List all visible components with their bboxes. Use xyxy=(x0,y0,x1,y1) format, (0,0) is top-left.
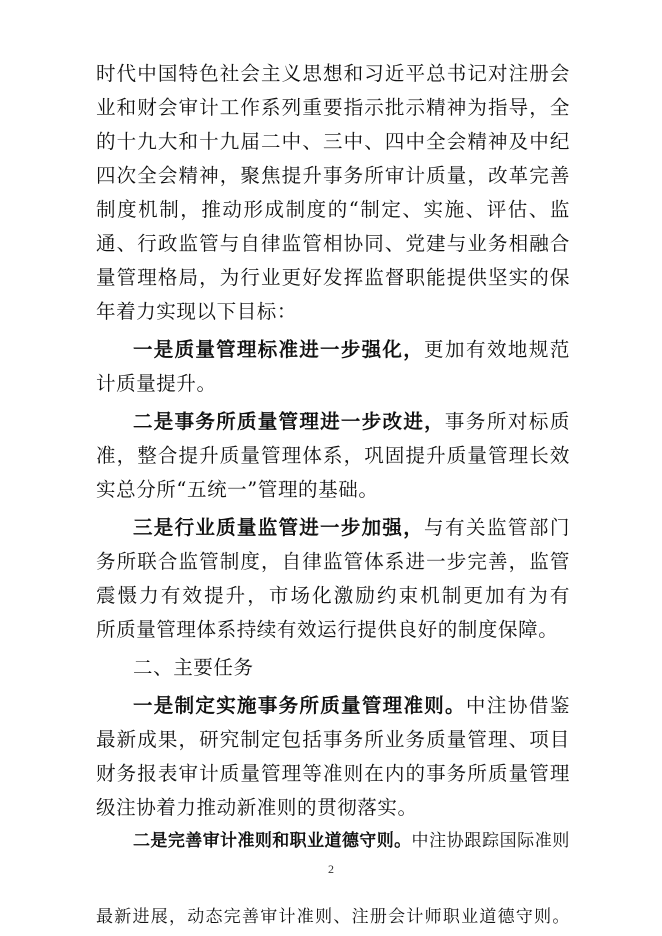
page-number: 2 xyxy=(328,862,334,876)
section-heading: 二、主要任务 xyxy=(133,656,254,679)
task2-lead: 二是完善审计准则和职业道德守则。 xyxy=(133,831,412,851)
goal2-line-2: 准，整合提升质量管理体系，巩固提升质量管理长效 xyxy=(96,444,570,467)
goal3-line-4: 所质量管理体系持续有效运行提供良好的制度保障。 xyxy=(96,618,559,641)
intro-line-6: 通、行政监管与自律监管相协同、党建与业务相融合 xyxy=(96,232,570,255)
goal1-lead: 一是质量管理标准进一步强化， xyxy=(133,338,424,361)
task1-line-2: 最新成果，研究制定包括事务所业务质量管理、项目 xyxy=(96,728,570,751)
task1-text: 中注协借鉴 xyxy=(465,694,570,717)
goal3-line-3: 震慑力有效提升，市场化激励约束机制更加有为有 xyxy=(96,584,570,607)
goal2-lead: 二是事务所质量管理进一步改进， xyxy=(133,410,445,433)
task1-line-1 xyxy=(133,692,570,720)
goal2-line-3: 实总分所“五统一”管理的基础。 xyxy=(96,478,379,501)
goal3-text: 与有关监管部门 xyxy=(423,516,570,539)
task2-line-1 xyxy=(133,830,570,852)
goal3-line-1 xyxy=(133,514,570,542)
goal3-line-2: 务所联合监管制度，自律监管体系进一步完善，监管 xyxy=(96,550,570,573)
task1-line-4: 级注协着力推动新准则的贯彻落实。 xyxy=(96,796,418,819)
task1-lead: 一是制定实施事务所质量管理准则。 xyxy=(133,694,466,717)
intro-line-2: 业和财会审计工作系列重要指示批示精神为指导，全 xyxy=(96,96,570,119)
intro-line-4: 四次全会精神，聚焦提升事务所审计质量，改革完善 xyxy=(96,164,570,187)
task2-text: 中注协跟踪国际准则 xyxy=(411,831,570,851)
intro-line-7: 量管理格局，为行业更好发挥监督职能提供坚实的保 xyxy=(96,266,570,289)
goal1-line-2: 计质量提升。 xyxy=(96,372,217,395)
goal2-text: 事务所对标质 xyxy=(444,410,570,433)
intro-line-1: 时代中国特色社会主义思想和习近平总书记对注册会 xyxy=(96,62,570,85)
goal1-text: 更加有效地规范 xyxy=(423,338,570,361)
goal3-lead: 三是行业质量监管进一步加强， xyxy=(133,516,424,539)
intro-line-8: 年着力实现以下目标： xyxy=(96,300,298,323)
intro-line-5: 制度机制，推动形成制度的“制定、实施、评估、监 xyxy=(96,198,570,221)
task1-line-3: 财务报表审计质量管理等准则在内的事务所质量管理 xyxy=(96,762,570,785)
goal1-line-1 xyxy=(133,336,570,364)
intro-line-3: 的十九大和十九届二中、三中、四中全会精神及中纪 xyxy=(96,130,570,153)
goal2-line-1 xyxy=(133,408,570,436)
task2-line-2: 最新进展，动态完善审计准则、注册会计师职业道德守则。 xyxy=(96,907,570,927)
